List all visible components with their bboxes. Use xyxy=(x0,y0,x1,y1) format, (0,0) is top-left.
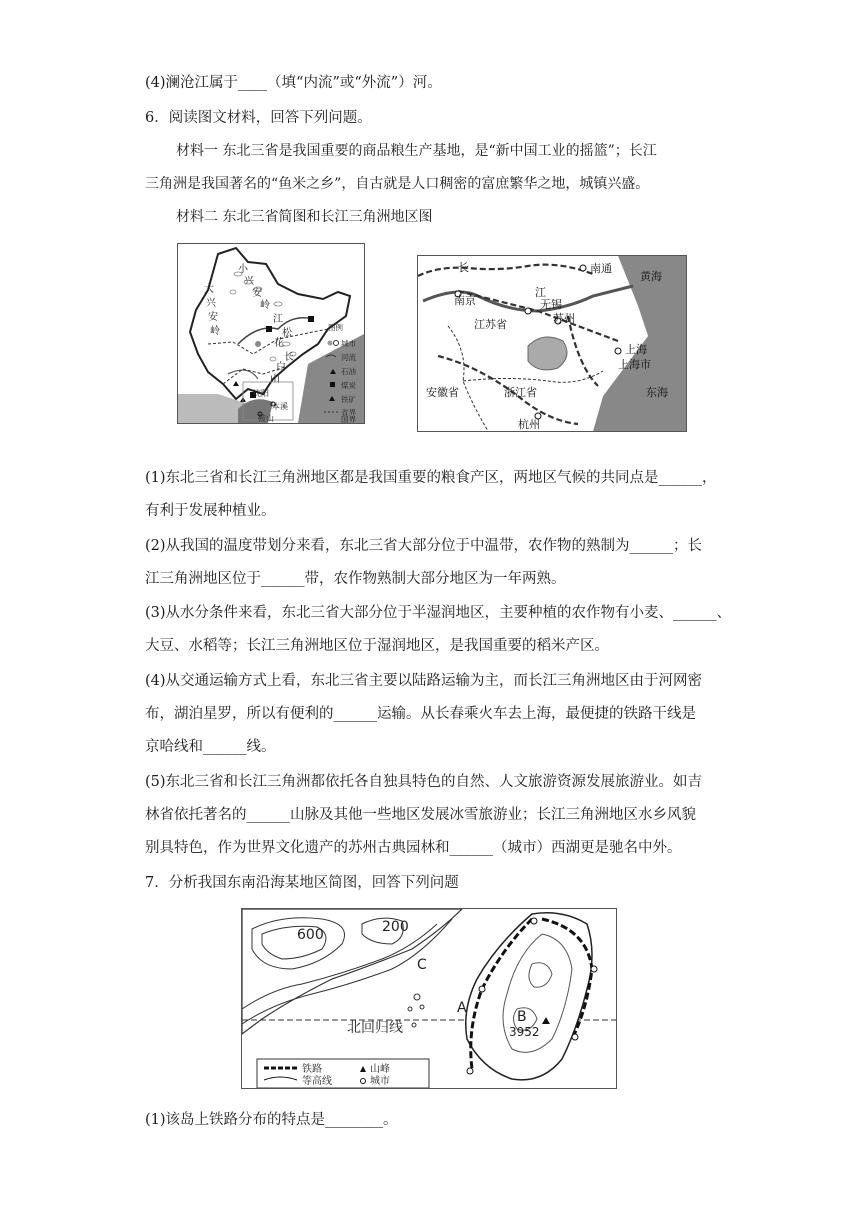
point-a-label: A xyxy=(457,1000,467,1016)
svg-text:江: 江 xyxy=(273,314,283,325)
q6-4-line2: 布，湖泊星罗，所以有便利的______运输。从长春乘火车去上海，最便捷的铁路干线是 xyxy=(145,706,696,722)
legend-city: 城市 xyxy=(370,1076,390,1087)
wuxi-label: 无锡 xyxy=(540,298,562,311)
contour-200-label: 200 xyxy=(382,919,409,935)
q6-title: 6．阅读图文材料，回答下列问题。 xyxy=(145,110,372,126)
svg-text:岭: 岭 xyxy=(210,326,220,337)
benxi-label: 本溪 xyxy=(272,402,288,411)
svg-text:安: 安 xyxy=(252,288,262,299)
tropic-label: 北回归线 xyxy=(347,1020,403,1036)
chang-label: 长 xyxy=(458,261,469,274)
svg-text:岭: 岭 xyxy=(260,300,270,311)
point-b-label: B xyxy=(517,1009,527,1025)
svg-text:兴: 兴 xyxy=(206,298,216,309)
anshan-label: 鞍山 xyxy=(258,414,274,423)
svg-text:山: 山 xyxy=(270,374,280,385)
q6-5-line1: (5)东北三省和长江三角洲都依托各自独具特色的自然、人文旅游资源发展旅游业。如吉 xyxy=(145,774,703,790)
yangtze-delta-map xyxy=(417,255,687,432)
svg-text:白: 白 xyxy=(276,362,286,373)
donghai-label: 东海 xyxy=(646,386,668,399)
q7-1-text: (1)该岛上铁路分布的特点是________。 xyxy=(145,1112,398,1128)
svg-text:花: 花 xyxy=(274,338,284,349)
svg-text:长: 长 xyxy=(284,352,294,363)
material1-line1: 材料一 东北三省是我国重要的商品粮生产基地，是“新中国工业的摇篮”；长江 xyxy=(176,143,657,159)
legend-province-border: 省界 xyxy=(341,408,356,417)
q5-4-text: (4)澜沧江属于____（填“内流”或“外流”）河。 xyxy=(145,75,442,91)
legend-national-border: 国界 xyxy=(341,415,356,424)
legend-coal: 煤炭 xyxy=(341,381,356,390)
shanghai-label: 上海 xyxy=(625,343,647,356)
q6-4-line3: 京哈线和______线。 xyxy=(145,739,276,755)
svg-text:松: 松 xyxy=(282,328,292,339)
q6-4-line1: (4)从交通运输方式上看，东北三省主要以陆路运输为主，而长江三角洲地区由于河网密 xyxy=(145,673,703,689)
legend-city: 城市 xyxy=(341,339,356,348)
material2-caption: 材料二 东北三省简图和长江三角洲地区图 xyxy=(176,209,433,225)
q6-2-line2: 江三角洲地区位于______带，农作物熟制大部分地区为一年两熟。 xyxy=(145,571,566,587)
q6-3-line1: (3)从水分条件来看，东北三省大部分位于半湿润地区，主要种植的农作物有小麦、______、 xyxy=(145,605,732,621)
zhejiang-label: 浙江省 xyxy=(504,386,537,399)
legend-railway: 铁路 xyxy=(302,1064,322,1075)
q6-1-line2: 有利于发展种植业。 xyxy=(145,503,276,519)
material1-line2: 三角洲是我国著名的“鱼米之乡”，自古就是人口稠密的富庶繁华之地，城镇兴盛。 xyxy=(145,176,650,192)
shenyang-label: 沈阳 xyxy=(253,389,269,398)
huanghai-label: 黄海 xyxy=(640,270,662,283)
nanjing-label: 南京 xyxy=(454,294,476,307)
northeast-map xyxy=(177,243,365,424)
legend-oil: 石油 xyxy=(341,367,356,376)
q6-5-line2: 林省依托著名的______山脉及其他一些地区发展冰雪旅游业；长江三角洲地区水乡风貌 xyxy=(145,807,696,823)
q6-2-line1: (2)从我国的温度带划分来看，东北三省大部分位于中温带，农作物的熟制为______；长 xyxy=(145,538,703,554)
legend-title: 图例 xyxy=(328,323,343,332)
contour-600-label: 600 xyxy=(297,927,324,943)
q6-3-line2: 大豆、水稻等；长江三角洲地区位于湿润地区，是我国重要的稻米产区。 xyxy=(145,638,609,654)
taiwan-map xyxy=(241,908,617,1089)
legend-iron: 铁矿 xyxy=(341,395,356,404)
anhui-label: 安徽省 xyxy=(426,386,459,399)
peak-height-label: 3952 xyxy=(509,1025,540,1039)
shanghai-city-label: 上海市 xyxy=(618,358,651,371)
point-c-label: C xyxy=(417,957,427,973)
q6-5-line3: 别具特色，作为世界文化遗产的苏州古典园林和______（城市）西湖更是驰名中外。 xyxy=(145,840,682,856)
jiang-label: 江 xyxy=(535,286,546,299)
svg-text:兴: 兴 xyxy=(244,276,254,287)
svg-text:大: 大 xyxy=(204,284,214,295)
q6-1-line1: (1)东北三省和长江三角洲地区都是我国重要的粮食产区，两地区气候的共同点是______， xyxy=(145,470,717,486)
nantong-label: 南通 xyxy=(590,262,612,275)
jiangsu-label: 江苏省 xyxy=(474,318,507,331)
svg-text:安: 安 xyxy=(208,312,218,323)
suzhou-label: 苏州 xyxy=(553,312,575,325)
legend-river: 河流 xyxy=(341,353,356,362)
legend-contour: 等高线 xyxy=(302,1076,332,1087)
q7-title: 7．分析我国东南沿海某地区简图，回答下列问题 xyxy=(145,875,459,891)
svg-text:小: 小 xyxy=(238,264,248,275)
hangzhou-label: 杭州 xyxy=(518,418,540,431)
legend-peak: 山峰 xyxy=(370,1064,390,1075)
